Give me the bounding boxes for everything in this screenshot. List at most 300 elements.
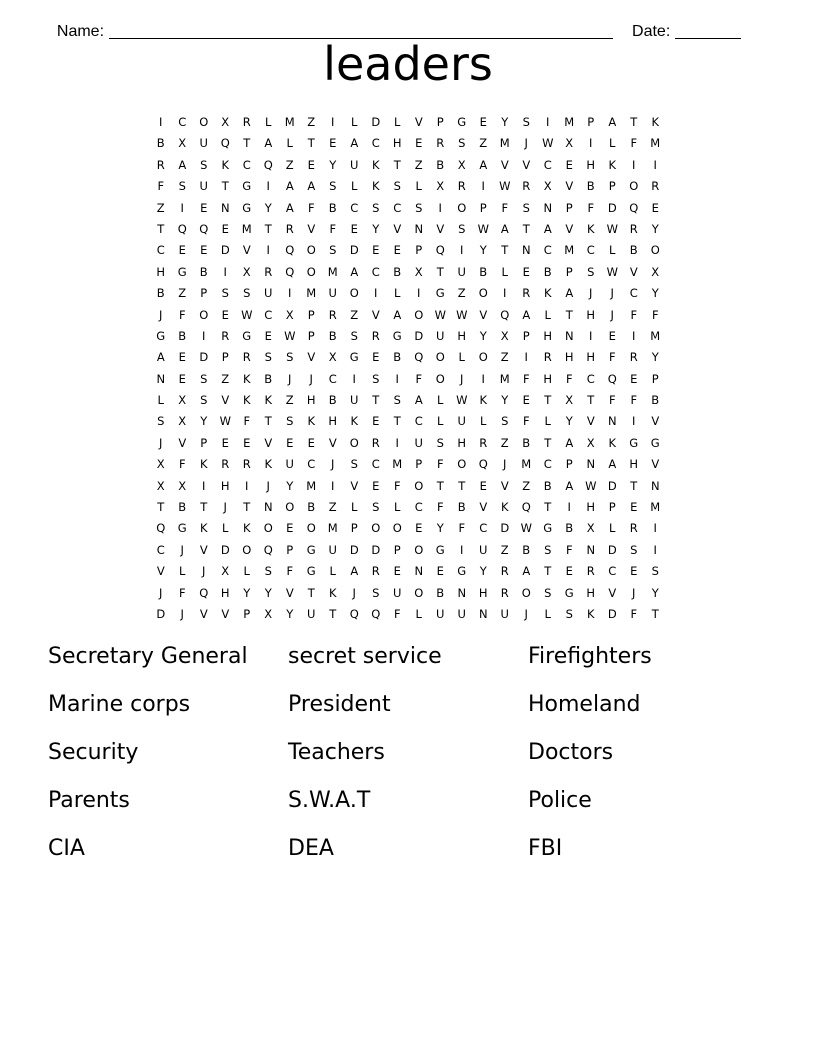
grid-row [150, 176, 672, 197]
grid-letter: X [178, 478, 187, 493]
grid-letter: G [242, 200, 252, 215]
grid-letter: C [178, 115, 187, 129]
grid-letter: U [500, 606, 509, 621]
grid-letter: B [328, 328, 337, 343]
grid-letter: V [156, 564, 165, 579]
grid-letter: U [199, 136, 208, 151]
grid-letter: P [415, 457, 423, 472]
grid-letter: S [329, 243, 337, 258]
grid-letter: O [349, 286, 359, 301]
grid-letter: W [606, 264, 618, 279]
grid-letter: S [565, 606, 573, 621]
grid-letter: T [544, 564, 552, 579]
grid-letter: V [199, 606, 208, 621]
grid-letter: S [286, 350, 294, 365]
grid-letter: L [329, 564, 336, 579]
grid-letter: R [242, 350, 251, 365]
grid-letter: G [242, 328, 252, 343]
grid-letter: C [371, 457, 380, 472]
grid-letter: Z [221, 371, 230, 386]
grid-letter: D [220, 542, 230, 557]
grid-letter: R [242, 457, 251, 472]
grid-letter: E [479, 115, 487, 129]
grid-row [150, 133, 672, 154]
grid-letter: W [284, 328, 296, 343]
grid-letter: Y [651, 286, 659, 301]
grid-letter: A [565, 478, 574, 493]
grid-letter: Q [156, 521, 166, 536]
grid-letter: G [564, 585, 574, 600]
grid-letter: R [436, 136, 445, 151]
grid-letter: E [415, 521, 423, 536]
grid-letter: G [349, 350, 359, 365]
grid-letter: H [306, 393, 316, 408]
grid-letter: R [328, 307, 337, 322]
grid-letter: E [479, 478, 487, 493]
grid-letter: H [543, 371, 553, 386]
grid-letter: U [479, 542, 488, 557]
grid-letter: T [630, 115, 638, 129]
grid-letter: U [328, 286, 337, 301]
grid-letter: C [328, 371, 337, 386]
grid-letter: O [414, 478, 424, 493]
grid-letter: D [414, 328, 424, 343]
grid-letter: K [242, 371, 251, 386]
grid-letter: O [435, 371, 445, 386]
grid-letter: X [586, 521, 595, 536]
grid-letter: Y [479, 328, 487, 343]
grid-letter: J [610, 307, 614, 322]
word-list-item: secret service [288, 644, 442, 669]
grid-letter: I [417, 286, 421, 301]
grid-letter: F [415, 371, 423, 386]
grid-letter: I [266, 179, 270, 194]
grid-letter: E [630, 371, 638, 386]
grid-letter: Q [371, 606, 381, 621]
grid-letter: A [500, 221, 509, 236]
word-list-item: Security [48, 740, 139, 765]
grid-letter: K [479, 393, 488, 408]
grid-letter: D [371, 542, 381, 557]
grid-letter: R [242, 115, 251, 129]
grid-letter: T [436, 264, 444, 279]
grid-letter: S [372, 200, 380, 215]
grid-letter: Y [565, 414, 573, 429]
grid-letter: O [478, 350, 488, 365]
word-list-item: CIA [48, 836, 85, 861]
grid-letter: U [199, 179, 208, 194]
grid-letter: U [393, 585, 402, 600]
grid-letter: T [200, 500, 208, 515]
grid-letter: K [264, 393, 273, 408]
grid-letter: O [199, 307, 209, 322]
grid-letter: X [242, 264, 251, 279]
grid-letter: G [306, 542, 316, 557]
grid-row [150, 347, 672, 368]
grid-letter: L [544, 414, 551, 429]
grid-letter: P [393, 542, 401, 557]
grid-letter: O [650, 243, 660, 258]
grid-row [150, 497, 672, 518]
grid-letter: A [565, 435, 574, 450]
grid-letter: J [159, 307, 163, 322]
grid-letter: R [522, 286, 531, 301]
word-list-item: DEA [288, 836, 334, 861]
grid-letter: E [565, 157, 573, 172]
grid-letter: J [159, 435, 163, 450]
grid-letter: W [520, 521, 532, 536]
grid-letter: D [500, 521, 510, 536]
grid-letter: D [607, 542, 617, 557]
grid-letter: I [266, 243, 270, 258]
grid-letter: Z [500, 435, 509, 450]
grid-letter: Q [263, 542, 273, 557]
grid-letter: T [501, 243, 509, 258]
grid-letter: S [286, 414, 294, 429]
grid-letter: I [331, 115, 335, 129]
grid-letter: K [586, 221, 595, 236]
grid-letter: L [351, 179, 358, 194]
grid-letter: N [263, 500, 273, 515]
grid-letter: A [350, 136, 359, 151]
grid-letter: S [393, 393, 401, 408]
grid-letter: V [221, 606, 230, 621]
grid-letter: V [500, 478, 509, 493]
grid-letter: E [264, 328, 272, 343]
grid-letter: U [457, 606, 466, 621]
grid-letter: I [438, 200, 442, 215]
grid-letter: G [435, 286, 445, 301]
grid-letter: L [544, 307, 551, 322]
grid-letter: O [414, 307, 424, 322]
grid-letter: T [651, 606, 659, 621]
grid-letter: I [546, 115, 550, 129]
grid-row [150, 262, 672, 283]
grid-letter: R [522, 179, 531, 194]
grid-letter: H [457, 328, 467, 343]
grid-letter: E [178, 371, 186, 386]
grid-letter: J [589, 286, 593, 301]
grid-letter: K [651, 115, 660, 129]
grid-letter: I [288, 286, 292, 301]
grid-letter: V [651, 457, 660, 472]
grid-letter: B [565, 521, 574, 536]
grid-letter: N [457, 585, 467, 600]
grid-letter: B [328, 393, 337, 408]
grid-letter: S [329, 179, 337, 194]
grid-letter: E [372, 478, 380, 493]
date-label: Date: [632, 23, 671, 40]
grid-letter: L [609, 521, 616, 536]
grid-letter: T [630, 478, 638, 493]
grid-letter: Y [264, 585, 272, 600]
grid-letter: A [608, 457, 617, 472]
grid-letter: H [328, 414, 338, 429]
grid-letter: Y [651, 350, 659, 365]
grid-letter: P [415, 243, 423, 258]
grid-letter: E [221, 221, 229, 236]
grid-letter: R [264, 264, 273, 279]
grid-letter: B [651, 393, 660, 408]
grid-letter: H [220, 585, 230, 600]
grid-letter: A [522, 307, 531, 322]
grid-letter: T [458, 478, 466, 493]
grid-letter: I [632, 157, 636, 172]
grid-letter: H [564, 350, 574, 365]
grid-row [150, 369, 672, 390]
grid-letter: F [286, 564, 294, 579]
grid-letter: R [629, 221, 638, 236]
grid-letter: J [180, 542, 184, 557]
grid-letter: P [350, 521, 358, 536]
grid-letter: K [242, 521, 251, 536]
grid-letter: Z [350, 307, 359, 322]
grid-letter: V [586, 414, 595, 429]
grid-letter: J [524, 606, 528, 621]
grid-row [150, 390, 672, 411]
grid-letter: E [415, 136, 423, 151]
grid-letter: D [607, 606, 617, 621]
grid-letter: H [156, 264, 166, 279]
grid-letter: P [243, 606, 251, 621]
grid-letter: X [221, 115, 230, 129]
grid-letter: L [394, 115, 401, 129]
grid-letter: G [457, 115, 467, 129]
grid-letter: P [522, 328, 530, 343]
grid-letter: K [543, 286, 552, 301]
grid-letter: O [371, 521, 381, 536]
word-list-item: Homeland [528, 692, 641, 717]
grid-letter: H [392, 136, 402, 151]
grid-letter: I [589, 136, 593, 151]
grid-letter: X [178, 136, 187, 151]
grid-letter: M [499, 136, 510, 151]
word-list-item: President [288, 692, 391, 717]
grid-letter: V [436, 221, 445, 236]
grid-letter: R [221, 328, 230, 343]
grid-letter: C [479, 521, 488, 536]
grid-letter: Y [436, 521, 444, 536]
grid-letter: G [650, 435, 660, 450]
grid-letter: M [327, 521, 338, 536]
grid-letter: O [199, 115, 209, 129]
grid-letter: S [372, 585, 380, 600]
grid-letter: V [178, 435, 187, 450]
grid-letter: B [457, 500, 466, 515]
grid-letter: X [221, 564, 230, 579]
grid-letter: I [180, 200, 184, 215]
grid-letter: A [350, 564, 359, 579]
grid-letter: W [456, 307, 468, 322]
grid-letter: Z [178, 286, 187, 301]
grid-letter: I [632, 328, 636, 343]
grid-letter: S [436, 435, 444, 450]
grid-letter: P [479, 200, 487, 215]
grid-letter: S [157, 414, 165, 429]
grid-letter: J [159, 585, 163, 600]
grid-letter: C [608, 564, 617, 579]
grid-letter: E [372, 350, 380, 365]
grid-letter: Z [479, 136, 488, 151]
grid-row [150, 540, 672, 561]
word-list-item: Secretary General [48, 644, 248, 669]
grid-letter: D [349, 542, 359, 557]
grid-letter: X [285, 307, 294, 322]
grid-letter: T [522, 221, 530, 236]
grid-letter: X [156, 478, 165, 493]
grid-letter: H [586, 350, 596, 365]
grid-letter: U [264, 286, 273, 301]
grid-letter: N [564, 328, 574, 343]
grid-letter: C [586, 371, 595, 386]
grid-letter: H [629, 457, 639, 472]
grid-letter: A [285, 200, 294, 215]
grid-letter: T [307, 136, 315, 151]
grid-letter: P [307, 307, 315, 322]
grid-letter: N [586, 457, 596, 472]
grid-letter: D [199, 350, 209, 365]
grid-letter: T [221, 179, 229, 194]
grid-letter: Z [457, 286, 466, 301]
grid-letter: T [157, 221, 165, 236]
grid-letter: P [200, 286, 208, 301]
grid-letter: S [372, 371, 380, 386]
grid-letter: N [220, 200, 230, 215]
grid-letter: A [565, 286, 574, 301]
grid-letter: Y [286, 606, 294, 621]
grid-letter: U [328, 542, 337, 557]
grid-letter: S [651, 564, 659, 579]
grid-letter: R [156, 157, 165, 172]
grid-letter: V [285, 585, 294, 600]
grid-letter: Q [500, 307, 510, 322]
grid-row [150, 518, 672, 539]
grid-letter: G [392, 328, 402, 343]
grid-letter: V [565, 179, 574, 194]
grid-letter: C [156, 243, 165, 258]
grid-letter: V [500, 157, 509, 172]
grid-letter: I [653, 521, 657, 536]
grid-letter: I [374, 286, 378, 301]
grid-letter: N [543, 200, 553, 215]
grid-letter: S [243, 286, 251, 301]
grid-row [150, 433, 672, 454]
grid-letter: T [587, 393, 595, 408]
grid-letter: T [393, 414, 401, 429]
grid-letter: S [630, 542, 638, 557]
grid-letter: H [220, 478, 230, 493]
grid-letter: T [544, 393, 552, 408]
grid-letter: A [156, 350, 165, 365]
grid-letter: Y [501, 115, 509, 129]
grid-letter: C [371, 136, 380, 151]
grid-letter: A [522, 564, 531, 579]
grid-letter: P [651, 371, 659, 386]
grid-letter: S [372, 500, 380, 515]
grid-letter: I [159, 115, 163, 129]
grid-letter: S [200, 393, 208, 408]
grid-letter: L [157, 393, 164, 408]
grid-letter: B [393, 264, 402, 279]
grid-letter: V [651, 414, 660, 429]
grid-letter: B [586, 179, 595, 194]
grid-letter: E [221, 307, 229, 322]
grid-letter: F [329, 221, 337, 236]
grid-letter: F [565, 542, 573, 557]
grid-letter: G [156, 328, 166, 343]
grid-letter: K [350, 414, 359, 429]
grid-letter: Z [500, 350, 509, 365]
grid-letter: M [327, 264, 338, 279]
grid-letter: V [608, 585, 617, 600]
grid-letter: A [264, 136, 273, 151]
grid-letter: T [243, 136, 251, 151]
grid-letter: O [457, 200, 467, 215]
grid-letter: Y [264, 200, 272, 215]
grid-letter: I [245, 478, 249, 493]
grid-letter: Q [435, 243, 445, 258]
grid-letter: B [393, 350, 402, 365]
grid-letter: X [264, 606, 273, 621]
grid-letter: L [415, 179, 422, 194]
grid-letter: O [306, 264, 316, 279]
grid-letter: G [435, 542, 445, 557]
grid-letter: I [481, 371, 485, 386]
grid-letter: V [565, 221, 574, 236]
grid-letter: V [629, 264, 638, 279]
grid-letter: K [608, 435, 617, 450]
grid-letter: F [630, 136, 638, 151]
grid-row [150, 155, 672, 176]
grid-letter: Q [263, 157, 273, 172]
grid-letter: Q [349, 606, 359, 621]
grid-letter: F [522, 414, 530, 429]
grid-letter: O [629, 179, 639, 194]
grid-letter: K [328, 585, 337, 600]
grid-letter: V [328, 435, 337, 450]
grid-letter: O [263, 521, 273, 536]
grid-letter: L [415, 606, 422, 621]
word-list-item: S.W.A.T [288, 788, 371, 813]
grid-letter: F [630, 393, 638, 408]
grid-letter: M [650, 136, 661, 151]
grid-letter: T [565, 307, 573, 322]
grid-row [150, 476, 672, 497]
grid-letter: O [392, 521, 402, 536]
grid-letter: I [202, 478, 206, 493]
grid-row [150, 604, 672, 625]
grid-letter: B [199, 264, 208, 279]
grid-letter: L [480, 414, 487, 429]
grid-letter: A [608, 115, 617, 129]
grid-letter: J [460, 371, 464, 386]
grid-letter: F [178, 307, 186, 322]
grid-letter: C [393, 200, 402, 215]
grid-letter: R [629, 350, 638, 365]
grid-letter: C [543, 157, 552, 172]
grid-letter: X [156, 457, 165, 472]
grid-letter: X [565, 393, 574, 408]
grid-letter: Z [156, 200, 165, 215]
grid-letter: V [414, 115, 423, 129]
grid-letter: R [500, 564, 509, 579]
grid-letter: B [156, 136, 165, 151]
grid-letter: W [499, 179, 511, 194]
grid-letter: T [329, 606, 337, 621]
grid-letter: T [544, 435, 552, 450]
grid-letter: M [521, 457, 532, 472]
grid-letter: F [501, 200, 509, 215]
